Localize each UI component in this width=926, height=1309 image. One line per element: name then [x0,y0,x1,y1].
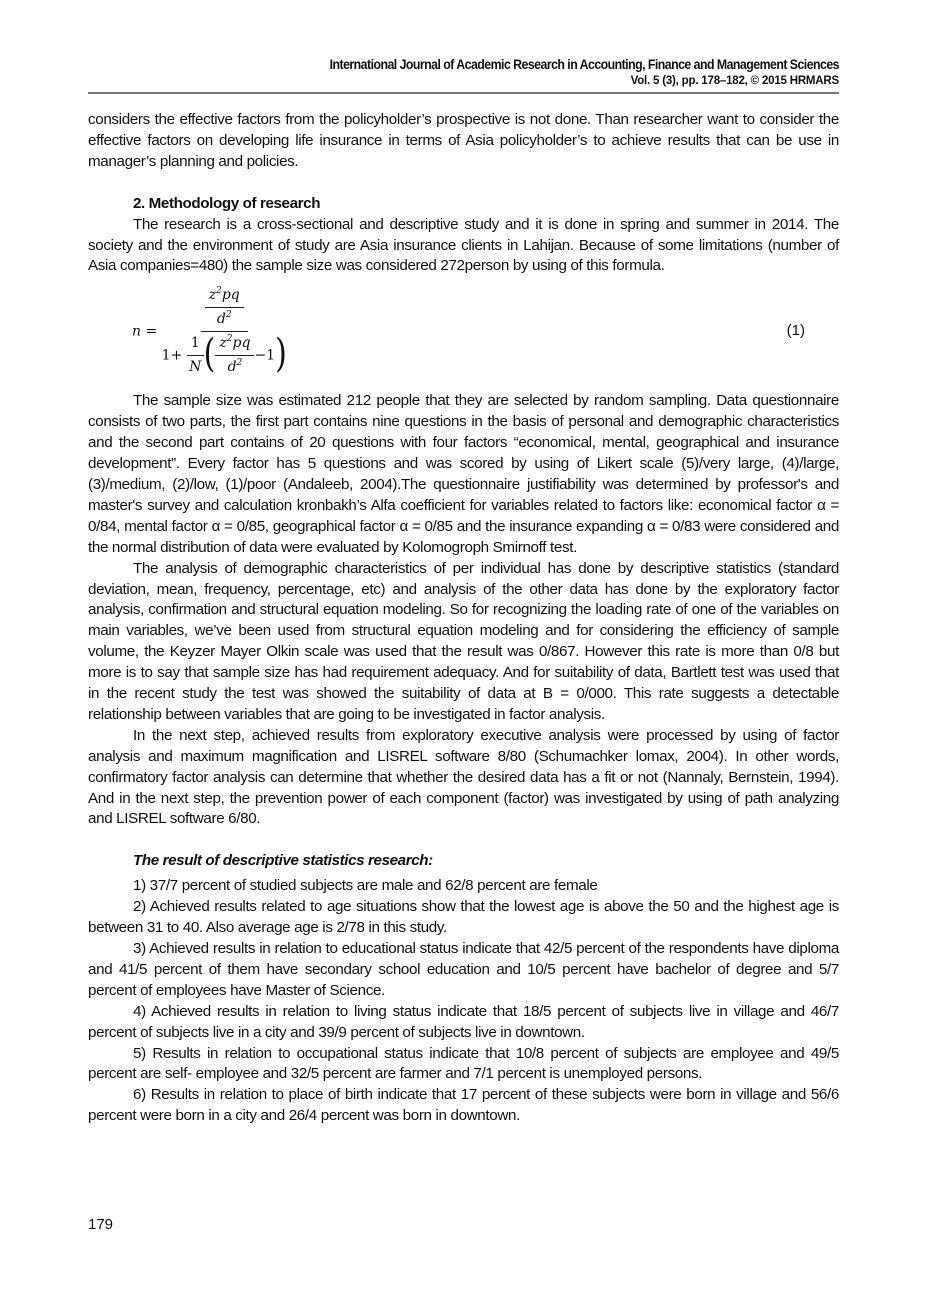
result-item-5: 5) Results in relation to occupational status indicate that 10/8 percent of subjects are employee and 49/5 percent are self- employee and 32/5 percent are farmer and 7/1 percent is unemployed persons. [88,1044,839,1083]
methodology-paragraph: The research is a cross-sectional and descriptive study and it is done in spring and summer in 2014. The society and the environment of study are Asia insurance clients in Lahijan. Because of some limitations (number of Asia companies=480) the sample size was considered 272person by using of this formula. [88,215,839,275]
running-header [88,55,839,88]
body-text [88,110,839,1127]
volume-info: Vol. 5 (3), pp. 178–182, © 2015 HRMARS [630,75,839,87]
result-item-2: 2) Achieved results related to age situations show that the lowest age is above the 50 and the highest age is between 31 to 40. Also average age is 2/78 in this study. [88,898,839,937]
sample-size-formula [132,285,287,378]
analysis-paragraph: The analysis of demographic characteristics of per individual has done by descriptive statistics (standard deviation, mean, frequency, percentage, etc) and analysis of the other data has done by the exploratory factor analysis, confirmation and structural equation modeling. So for recognizing the loading rate of one of the variables on main variables, we’ve been used from structural equation modeling and for considering the efficiency of sample volume, the Keyzer Mayer Olkin scale was used that the result was 0/867. However this rate is more than 0/8 but more is to say that sample size has had requirement adequacy. And for suitability of data, Bartlett test was used that in the recent study the test was showed the suitability of data at B = 0/000. This rate suggests a detectable relationship between variables that are going to be investigated in factor analysis. [88,559,839,723]
result-item-1: 1) 37/7 percent of studied subjects are male and 62/8 percent are female [133,877,598,895]
journal-title: International Journal of Academic Research in Accounting, Finance and Management Sciences [329,56,839,72]
header-divider [88,92,839,94]
result-item-3: 3) Achieved results in relation to educational status indicate that 42/5 percent of the respondents have diploma and 41/5 percent of them have secondary school education and 10/5 percent have bachelor of degree and 5/7 percent of employees have Master of Science. [88,940,839,999]
results-heading: The result of descriptive statistics research: [133,852,433,870]
equation-number: (1) [786,322,805,340]
equation-block [88,281,839,391]
intro-paragraph: considers the effective factors from the policyholder’s prospective is not done. Than researcher want to consider the effective factors on developing life insurance in terms of Asia policyholder’s to achieve results that can be use in manager’s planning and policies. [88,111,839,170]
result-item-4: 4) Achieved results in relation to living status indicate that 18/5 percent of subjects live in village and 46/7 percent of subjects live in a city and 39/9 percent of subjects live in downtown. [88,1002,839,1041]
section-heading: 2. Methodology of research [133,194,321,212]
page-number: 179 [88,1216,114,1233]
next-step-paragraph: In the next step, achieved results from exploratory executive analysis were processed by using of factor analysis and maximum magnification and LISREL software 8/80 (Schumachker lomax, 2004). In other words, confirmatory factor analysis can determine that whether the desired data has a fit or not (Nannaly, Bernstein, 1994). And in the next step, the prevention power of each component (factor) was investigated by using of path analyzing and LISREL software 6/80. [88,726,839,828]
equation-lhs: n = [132,323,158,340]
result-item-6: 6) Results in relation to place of birth indicate that 17 percent of these subjects were born in village and 56/6 percent were born in a city and 26/4 percent was born in downtown. [88,1086,839,1125]
main-fraction: $\frac{z^2pq}{d^2}$ 1+ $\frac{1}{N}$ ( $\frac{z^2pq}{d^2}$ −1) [161,286,287,378]
sample-paragraph: The sample size was estimated 212 people that they are selected by random sampling. Data questionnaire consists of two parts, the first part contains nine questions in the basis of personal and demographic characteristics and the second part contains of 20 questions with four factors “economical, mental, geographical and insurance development”. Every factor has 5 questions and was scored by using of Likert scale (5)/very large, (4)/large, (3)/medium, (2)/low, (1)/poor (Andaleeb, 2004).The questionnaire justifiability was determined by professor's and master's survey and calculation kronbakh’s Alfa coefficient for variables related to factors like: economical factor α = 0/84, mental factor α = 0/85, geographical factor α = 0/85 and the insurance expanding α = 0/83 were considered and the normal distribution of data were evaluated by Kolomogroph Smirnoff test. [88,392,839,556]
